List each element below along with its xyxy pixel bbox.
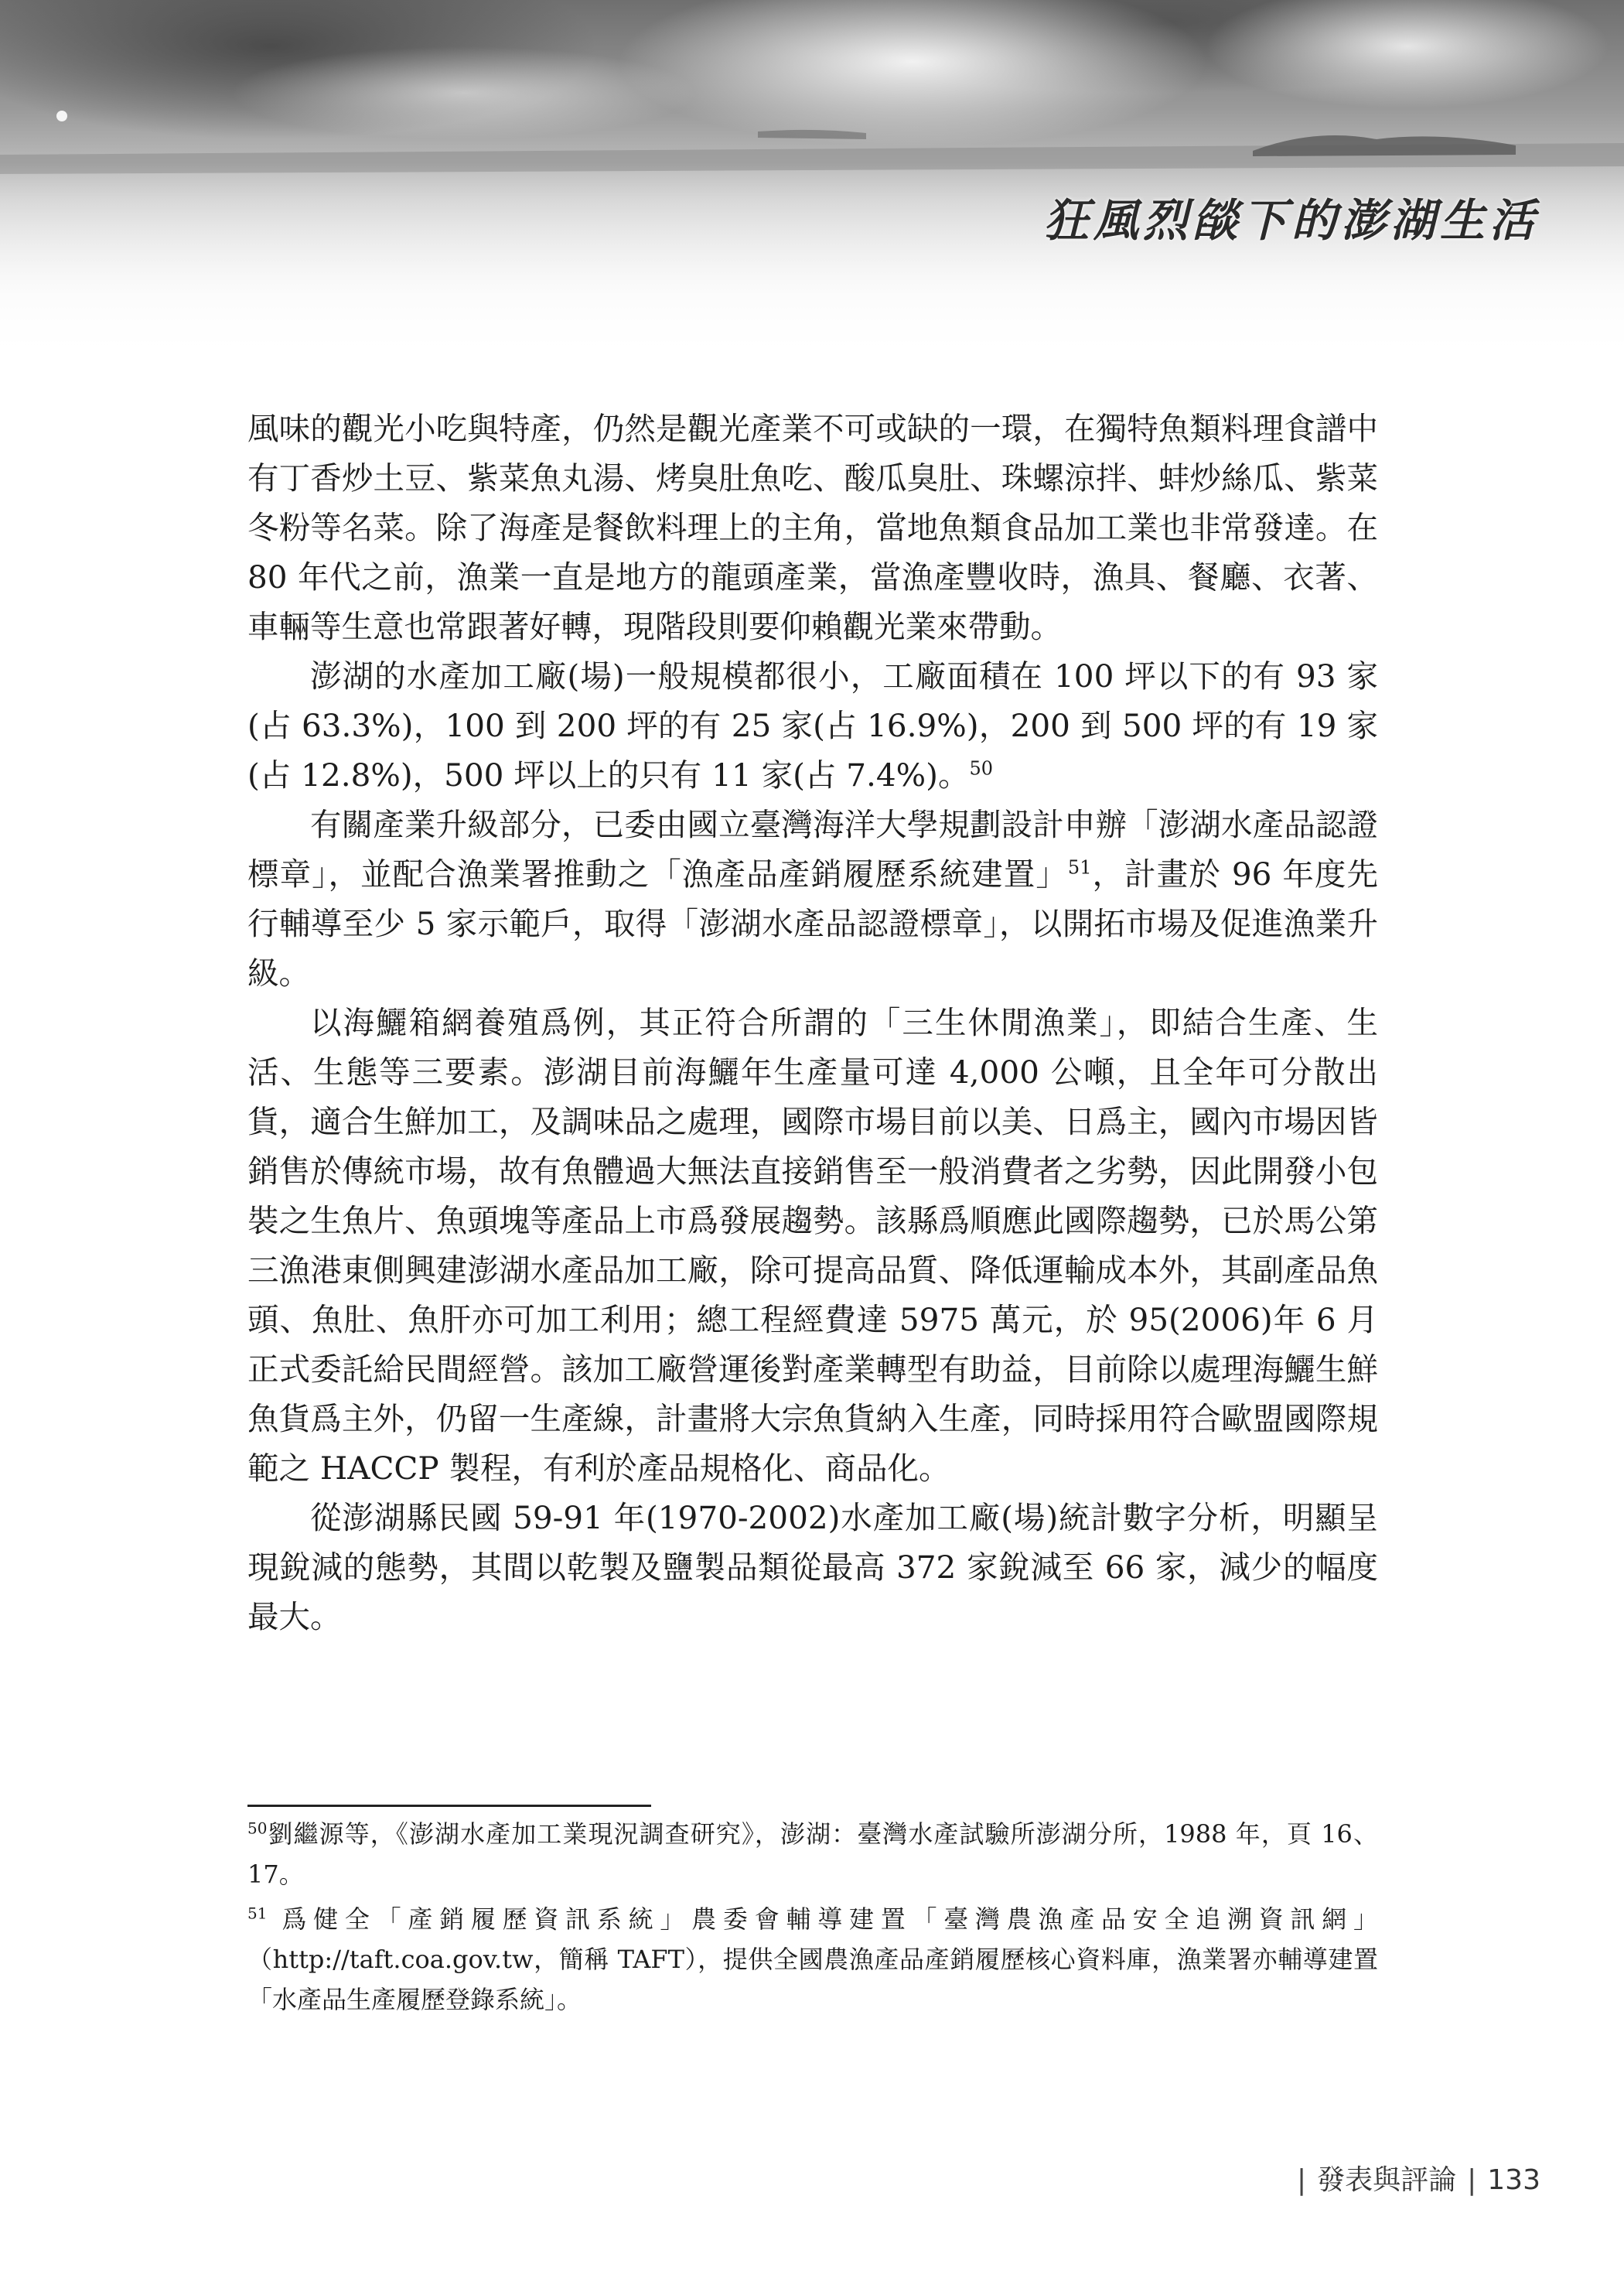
divider: | bbox=[1467, 2164, 1477, 2196]
running-title: 狂風烈燄下的澎湖生活 bbox=[1043, 194, 1539, 247]
footnote-text: 爲健全「產銷履歷資訊系統」農委會輔導建置「臺灣農漁產品安全追溯資訊網」（http://taft.coa.gov.tw，簡稱 TAFT），提供全國農漁產品產銷履歷核心資料庫，漁業署亦輔導建置「水產品生產履歷登錄系統」。 bbox=[247, 1904, 1378, 2014]
header-banner-photo bbox=[0, 0, 1624, 364]
paragraph-4: 以海鱺箱網養殖爲例，其正符合所謂的「三生休閒漁業」，即結合生產、生活、生態等三要素。澎湖目前海鱺年生產量可達 4,000 公噸，且全年可分散出貨，適合生鮮加工，及調味品之處理，國際市場目前以美、日爲主，國內市場因皆銷售於傳統市場，故有魚體過大無法直接銷售至一般消費者之劣勢，因此開發小包裝之生魚片、魚頭塊等產品上市爲發展趨勢。該縣爲順應此國際趨勢，已於馬公第三漁港東側興建澎湖水產品加工廠，除可提高品質、降低運輸成本外，其副產品魚頭、魚肚、魚肝亦可加工利用；總工程經費達 5975 萬元，於 95(2006)年 6 月正式委託給民間經營。該加工廠營運後對產業轉型有助益，目前除以處理海鱺生鮮魚貨爲主外，仍留一生產線，計畫將大宗魚貨納入生產，同時採用符合歐盟國際規範之 HACCP 製程，有利於產品規格化、商品化。 bbox=[247, 1004, 1378, 1487]
footnote-mark: 51 bbox=[247, 1904, 268, 1923]
footnote-ref-51[interactable]: 51 bbox=[1067, 856, 1092, 879]
paragraph-3 bbox=[247, 800, 1378, 998]
page-number: 133 bbox=[1487, 2164, 1540, 2196]
paragraph-2-text: 澎湖的水產加工廠(場)一般規模都很小，工廠面積在 100 坪以下的有 93 家(占 63.3%)，100 到 200 坪的有 25 家(占 16.9%)，200 到 500 坪的有 19 家(占 12.8%)，500 坪以上的只有 11 家(占 7.4%)。 bbox=[247, 657, 1378, 794]
divider: | bbox=[1296, 2164, 1307, 2196]
paragraph-3-text-a: 有關產業升級部分，已委由國立臺灣海洋大學規劃設計申辦「澎湖水產品認證標章」，並配合漁業署推動之「漁產品產銷履歷系統建置」 bbox=[247, 806, 1378, 893]
footnote-51 bbox=[247, 1899, 1378, 2020]
footnote-mark: 50 bbox=[247, 1819, 268, 1838]
page-footer bbox=[1286, 2158, 1540, 2198]
footnote-divider bbox=[247, 1805, 651, 1807]
paragraph-5: 從澎湖縣民國 59-91 年(1970-2002)水產加工廠(場)統計數字分析，明顯呈現銳減的態勢，其間以乾製及鹽製品類從最高 372 家銳減至 66 家，減少的幅度最大。 bbox=[247, 1499, 1378, 1635]
footnote-ref-50[interactable]: 50 bbox=[969, 757, 994, 780]
footnote-text: 劉繼源等，《澎湖水產加工業現況調查研究》，澎湖：臺灣水產試驗所澎湖分所，1988 年，頁 16、17。 bbox=[247, 1819, 1378, 1889]
footnotes bbox=[247, 1814, 1378, 2024]
paragraph-1: 風味的觀光小吃與特產，仍然是觀光產業不可或缺的一環，在獨特魚類料理食譜中有丁香炒土豆、紫菜魚丸湯、烤臭肚魚吃、酸瓜臭肚、珠螺涼拌、蚌炒絲瓜、紫菜冬粉等名菜。除了海產是餐飲料理上的主角，當地魚類食品加工業也非常發達。在 80 年代之前，漁業一直是地方的龍頭產業，當漁產豐收時，漁具、餐廳、衣著、車輛等生意也常跟著好轉，現階段則要仰賴觀光業來帶動。 bbox=[247, 410, 1378, 645]
body-text bbox=[247, 404, 1378, 1641]
footer-section: 發表與評論 bbox=[1317, 2164, 1457, 2196]
seascape-image bbox=[0, 0, 1624, 364]
footnote-50 bbox=[247, 1814, 1378, 1894]
paragraph-2 bbox=[247, 651, 1378, 800]
paragraph-3-text-b: ，計畫於 96 年度先行輔導至少 5 家示範戶，取得「澎湖水產品認證標章」，以開拓市場及促進漁業升級。 bbox=[247, 856, 1378, 992]
